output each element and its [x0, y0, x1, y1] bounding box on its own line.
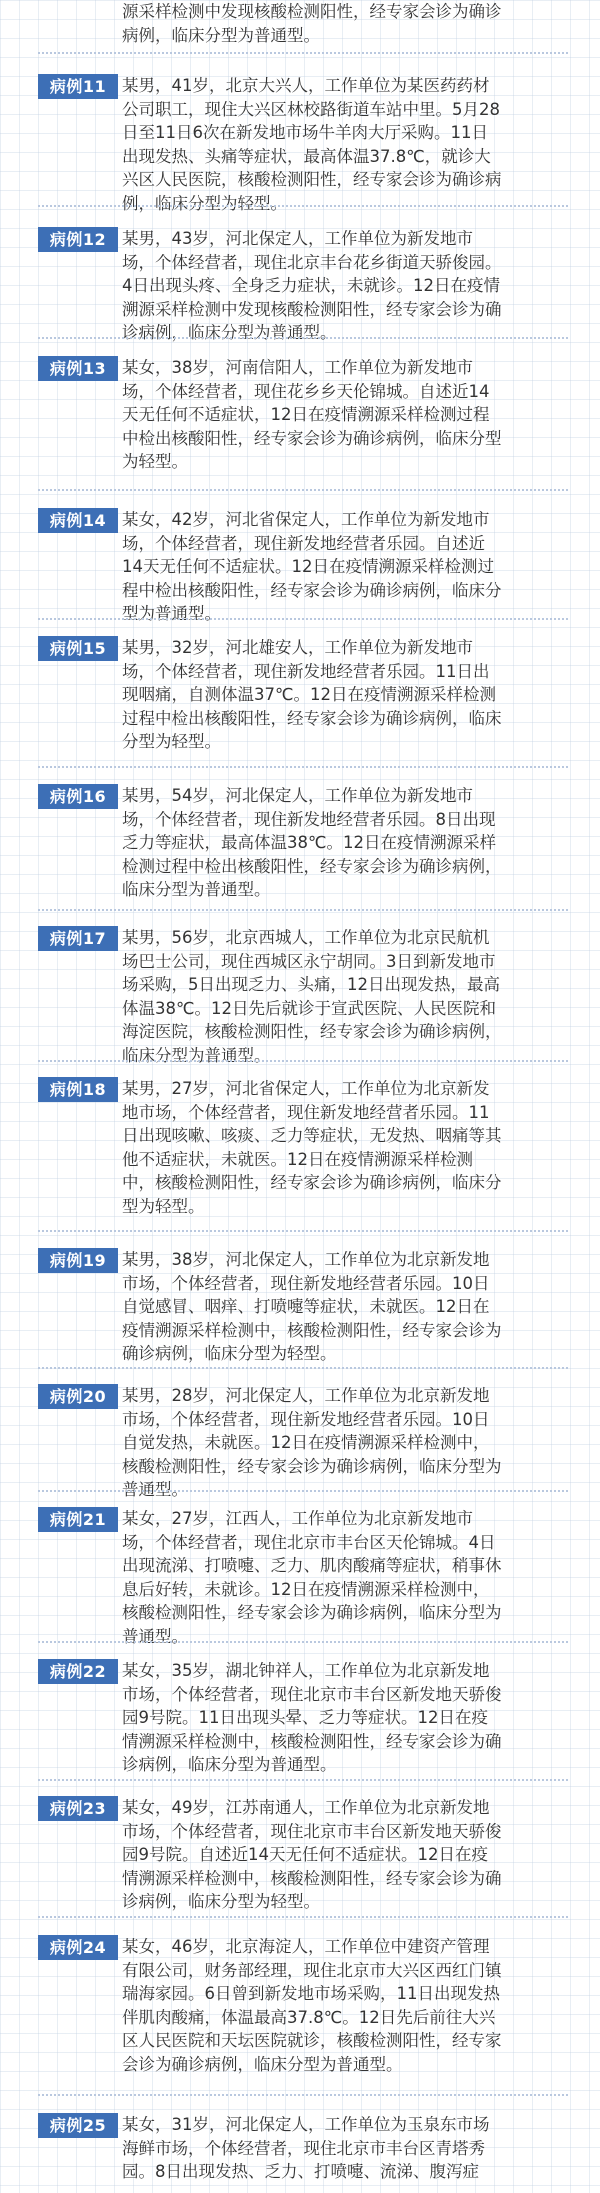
text-line: 某男，38岁，河北保定人，工作单位为北京新发地 [122, 1250, 490, 1269]
text-line: 市场，个体经营者，现住北京市丰台区新发地天骄俊 [122, 1684, 502, 1704]
case-description [122, 1659, 566, 1777]
text-line: 某女，31岁，河北保定人，工作单位为玉泉东市场 [122, 2115, 490, 2134]
text-line: 普通型。 [122, 1626, 188, 1646]
text-line: 型为轻型。 [122, 1196, 205, 1216]
case-description [122, 2113, 566, 2184]
dotted-divider [38, 52, 568, 54]
text-line: 市场，个体经营者，现住新发地经营者乐园。10日 [122, 1409, 490, 1429]
text-line: 公司职工，现住大兴区林校路街道车站中里。5月28 [122, 99, 500, 119]
case-description [122, 636, 566, 754]
text-line: 源采样检测中发现核酸检测阳性，经专家会诊为确诊 [122, 2, 502, 21]
text-line: 中，核酸检测阳性，经专家会诊为确诊病例，临床分 [122, 1173, 502, 1192]
text-line: 场，个体经营者，现住新发地经营者乐园。8日出现 [122, 809, 496, 829]
dotted-divider [38, 766, 568, 768]
text-line: 自觉感冒、咽痒、打喷嚏等症状，未就医。12日在 [122, 1297, 490, 1316]
text-line: 普通型。 [122, 1480, 188, 1499]
case-number-tag: 病例16 [38, 784, 118, 809]
text-line: 核酸检测阳性，经专家会诊为确诊病例，临床分型为 [122, 1603, 502, 1622]
text-line: 过程中检出核酸阳性，经专家会诊为确诊病例，临床 [122, 708, 502, 728]
case-description [122, 1935, 566, 2076]
case-number-tag: 病例23 [38, 1796, 118, 1821]
case-number-tag: 病例25 [38, 2113, 118, 2138]
text-line: 出现发热、头痛等症状，最高体温37.8℃，就诊大 [122, 146, 491, 166]
text-line: 某女，38岁，河南信阳人，工作单位为新发地市 [122, 358, 473, 377]
text-line: 诊病例，临床分型为普通型。 [122, 1755, 337, 1774]
case-number-tag: 病例20 [38, 1384, 118, 1409]
dotted-divider [38, 1060, 568, 1062]
text-line: 情溯源采样检测中，核酸检测阳性，经专家会诊为确 [122, 1868, 502, 1888]
dotted-divider [38, 205, 568, 207]
text-line: 场，个体经营者，现住新发地经营者乐园。自述近 [122, 533, 485, 553]
text-line: 4日出现头疼、全身乏力症状，未就诊。12日在疫情 [122, 276, 500, 295]
text-line: 他不适症状，未就医。12日在疫情溯源采样检测 [122, 1149, 473, 1169]
case-description [122, 1507, 566, 1648]
case-number-tag: 病例13 [38, 356, 118, 381]
text-line: 瑞海家园。6日曾到新发地市场采购，11日出现发热 [122, 1984, 500, 2003]
dotted-divider [38, 2094, 568, 2096]
text-line: 场巴士公司，现住西城区永宁胡同。3日到新发地市 [122, 951, 496, 971]
case-description [122, 227, 566, 345]
text-line: 园9号院。自述近14天无任何不适症状。12日在疫 [122, 1845, 488, 1864]
text-line: 区人民医院和天坛医院就诊，核酸检测阳性，经专家 [122, 2031, 502, 2050]
text-line: 会诊为确诊病例，临床分型为普通型。 [122, 2054, 403, 2074]
text-line: 现咽痛，自测体温37℃。12日在疫情溯源采样检测 [122, 685, 497, 704]
text-line: 某女，35岁，湖北钟祥人，工作单位为北京新发地 [122, 1661, 490, 1680]
text-line: 场采购，5日出现乏力、头痛，12日出现发热，最高 [122, 975, 500, 994]
case-number-tag: 病例24 [38, 1935, 118, 1960]
text-line: 病例，临床分型为普通型。 [122, 25, 320, 45]
text-line: 出现流涕、打喷嚏、乏力、肌肉酸痛等症状，稍事休 [122, 1556, 502, 1575]
text-line: 核酸检测阳性，经专家会诊为确诊病例，临床分型为 [122, 1456, 502, 1476]
text-line: 溯源采样检测中发现核酸检测阳性，经专家会诊为确 [122, 299, 502, 319]
dotted-divider [38, 1779, 568, 1781]
text-line: 日至11日6次在新发地市场牛羊肉大厅采购。11日 [122, 123, 488, 142]
text-line: 兴区人民医院，核酸检测阳性，经专家会诊为确诊病 [122, 170, 502, 189]
case-number-tag: 病例21 [38, 1507, 118, 1532]
case-description [122, 74, 566, 215]
dotted-divider [38, 1641, 568, 1643]
text-line: 市场，个体经营者，现住北京市丰台区新发地天骄俊 [122, 1821, 502, 1841]
text-line: 场，个体经营者，现住北京丰台花乡街道天骄俊园。 [122, 252, 502, 272]
text-line: 分型为轻型。 [122, 732, 221, 751]
text-line: 型为普通型。 [122, 604, 221, 623]
text-line: 地市场，个体经营者，现住新发地经营者乐园。11 [122, 1102, 490, 1122]
dotted-divider [38, 909, 568, 911]
text-line: 息后好转，未就诊。12日在疫情溯源采样检测中， [122, 1579, 490, 1599]
text-line: 临床分型为普通型。 [122, 1045, 271, 1065]
text-line: 某男，28岁，河北保定人，工作单位为北京新发地 [122, 1386, 490, 1405]
text-line: 情溯源采样检测中，核酸检测阳性，经专家会诊为确 [122, 1731, 502, 1751]
case-number-tag: 病例14 [38, 508, 118, 533]
text-line: 检测过程中检出核酸阳性，经专家会诊为确诊病例， [122, 856, 502, 876]
text-line: 例，临床分型为轻型。 [122, 193, 287, 213]
dotted-divider [38, 1367, 568, 1369]
text-line: 确诊病例，临床分型为轻型。 [122, 1344, 337, 1363]
text-line: 乏力等症状，最高体温38℃。12日在疫情溯源采样 [122, 833, 497, 852]
text-line: 为轻型。 [122, 452, 188, 471]
text-line: 疫情溯源采样检测中，核酸检测阳性，经专家会诊为 [122, 1320, 502, 1340]
case-description [122, 508, 566, 626]
case-description [122, 1384, 566, 1502]
text-line: 海淀医院，核酸检测阳性，经专家会诊为确诊病例， [122, 1022, 502, 1041]
case-number-tag: 病例12 [38, 227, 118, 252]
case-description [122, 356, 566, 474]
text-line: 天无任何不适症状，12日在疫情溯源采样检测过程 [122, 405, 490, 424]
case-number-tag: 病例18 [38, 1077, 118, 1102]
text-line: 场，个体经营者，现住花乡乡天伦锦城。自述近14 [122, 381, 490, 401]
case-description [122, 1796, 566, 1914]
text-line: 临床分型为普通型。 [122, 880, 271, 899]
case-description [122, 784, 566, 902]
dotted-divider [38, 489, 568, 491]
text-line: 某男，27岁，河北省保定人，工作单位为北京新发 [122, 1079, 490, 1098]
case-number-tag: 病例17 [38, 926, 118, 951]
text-line: 有限公司，财务部经理，现住北京市大兴区西红门镇 [122, 1960, 502, 1980]
text-line: 自觉发热，未就医。12日在疫情溯源采样检测中， [122, 1433, 490, 1452]
text-line: 14天无任何不适症状。12日在疫情溯源采样检测过 [122, 557, 494, 576]
text-line: 园9号院。11日出现头晕、乏力等症状。12日在疫 [122, 1708, 488, 1727]
case-number-tag: 病例15 [38, 636, 118, 661]
dotted-divider [38, 1490, 568, 1492]
text-line: 市场，个体经营者，现住新发地经营者乐园。10日 [122, 1273, 490, 1293]
text-line: 伴肌肉酸痛，体温最高37.8℃。12日先后前往大兴 [122, 2007, 496, 2027]
text-line: 园。8日出现发热、乏力、打喷嚏、流涕、腹泻症 [122, 2162, 479, 2181]
case-description [122, 1077, 566, 1218]
text-line: 某女，27岁，江西人，工作单位为北京新发地市 [122, 1509, 473, 1528]
dotted-divider [38, 1916, 568, 1918]
dotted-divider [38, 337, 568, 339]
text-line: 场，个体经营者，现住新发地经营者乐园。11日出 [122, 661, 490, 681]
case-description [122, 1248, 566, 1366]
text-line: 某女，42岁，河北省保定人，工作单位为新发地市 [122, 510, 490, 529]
dotted-divider [38, 618, 568, 620]
text-line: 某男，32岁，河北雄安人，工作单位为新发地市 [122, 638, 473, 657]
text-line: 某男，43岁，河北保定人，工作单位为新发地市 [122, 229, 473, 248]
text-line: 某女，49岁，江苏南通人，工作单位为北京新发地 [122, 1798, 490, 1817]
case-number-tag: 病例22 [38, 1659, 118, 1684]
text-line: 诊病例，临床分型为轻型。 [122, 1892, 320, 1911]
text-line: 某男，41岁，北京大兴人，工作单位为某医药药材 [122, 76, 490, 95]
text-line: 诊病例，临床分型为普通型。 [122, 323, 337, 342]
text-line: 场，个体经营者，现住北京市丰台区天伦锦城。4日 [122, 1532, 496, 1552]
text-line: 海鲜市场，个体经营者，现住北京市丰台区青塔秀 [122, 2138, 485, 2158]
text-line: 程中检出核酸阳性，经专家会诊为确诊病例，临床分 [122, 580, 502, 600]
dotted-divider [38, 1230, 568, 1232]
text-line: 体温38℃。12日先后就诊于宣武医院、人民医院和 [122, 998, 497, 1018]
text-line: 某男，56岁，北京西城人，工作单位为北京民航机 [122, 928, 490, 947]
case-number-tag: 病例19 [38, 1248, 118, 1273]
text-line: 中检出核酸阳性，经专家会诊为确诊病例，临床分型 [122, 428, 502, 448]
case-number-tag: 病例11 [38, 74, 118, 99]
text-line: 某女，46岁，北京海淀人，工作单位中建资产管理 [122, 1937, 490, 1956]
case-description [122, 926, 566, 1067]
fragment-text [122, 0, 566, 47]
text-line: 日出现咳嗽、咳痰、乏力等症状，无发热、咽痛等其 [122, 1126, 502, 1145]
text-line: 某男，54岁，河北保定人，工作单位为新发地市 [122, 786, 473, 805]
